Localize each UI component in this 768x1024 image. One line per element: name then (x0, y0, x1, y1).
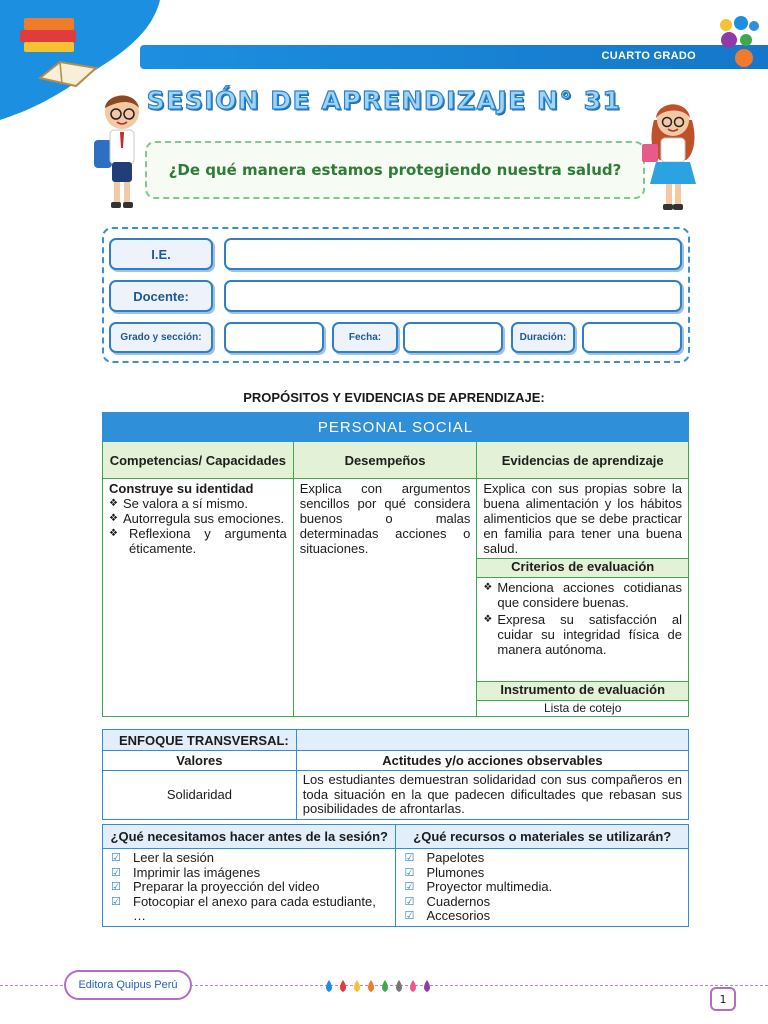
enfoque-table (102, 729, 689, 820)
instrumento-value: Lista de cotejo (477, 701, 689, 717)
recurso-item: ☑ Cuadernos (404, 895, 680, 910)
recursos-cell (396, 849, 689, 927)
recurso-item: ☑ Plumones (404, 866, 680, 881)
capacidad-item: ❖ Se valora a sí mismo. (109, 496, 287, 511)
session-info-form (102, 227, 690, 363)
enfoque-value (296, 730, 688, 751)
enfoque-label: ENFOQUE TRANSVERSAL: (103, 730, 297, 751)
recurso-item: ☑ Proyector multimedia. (404, 880, 680, 895)
grade-banner (140, 45, 768, 69)
fecha-label: Fecha: (332, 322, 398, 353)
docente-field[interactable] (224, 280, 682, 312)
desempeno-cell: Explica con argumentos sencillos por qué considera buenos o malas determinadas acciones o situaciones. (293, 479, 477, 717)
ie-label: I.E. (109, 238, 213, 270)
antes-cell (103, 849, 396, 927)
recursos-list (396, 849, 688, 926)
recurso-item: ☑ Accesorios (404, 909, 680, 924)
antes-item: ☑ Leer la sesión (111, 851, 387, 866)
desempenos-header: Desempeños (293, 442, 477, 479)
boy-student-icon (90, 88, 152, 214)
criterio-item: ❖ Expresa su satisfacción al cuidar su integridad física de manera autónoma. (483, 612, 682, 657)
girl-student-icon (640, 94, 706, 216)
antes-item: ☑ Imprimir las imágenes (111, 866, 387, 881)
antes-header: ¿Qué necesitamos hacer antes de la sesión? (103, 825, 396, 849)
evidencia-cell: Explica con sus propias sobre la buena alimentación y los hábitos alimenticios que se debe practicar en familia para tener una buena salud. (477, 479, 689, 559)
capacidad-item: ❖ Reflexiona y argumenta éticamente. (109, 526, 287, 556)
valor-cell: Solidaridad (103, 771, 297, 820)
recurso-item: ☑ Papelotes (404, 851, 680, 866)
page-number: 1 (710, 987, 736, 1011)
footer-drops-icon (323, 978, 443, 994)
antes-list (103, 849, 395, 926)
competencias-header: Competencias/ Capacidades (103, 442, 294, 479)
guiding-question: ¿De qué manera estamos protegiendo nuestra salud? (168, 161, 622, 179)
ie-field[interactable] (224, 238, 682, 270)
competencia-name: Construye su identidad (109, 481, 254, 496)
section-title: PROPÓSITOS Y EVIDENCIAS DE APRENDIZAJE: (243, 390, 545, 405)
valores-header: Valores (103, 751, 297, 771)
grado-field[interactable] (224, 322, 324, 353)
actitudes-header: Actitudes y/o acciones observables (296, 751, 688, 771)
actitud-cell: Los estudiantes demuestran solidaridad con sus compañeros en toda situación en la que padecen dificultades que rebasan sus posibilidades de afrontarlas. (296, 771, 688, 820)
grade-label: CUARTO GRADO (601, 50, 696, 62)
preparation-table (102, 824, 689, 927)
capacidades-list (109, 496, 287, 526)
fecha-field[interactable] (403, 322, 503, 353)
duracion-label: Duración: (511, 322, 575, 353)
competencias-cell (103, 479, 294, 717)
purposes-table (102, 412, 689, 717)
criterios-list (483, 580, 682, 657)
criterio-item: ❖ Menciona acciones cotidianas que considere buenas. (483, 580, 682, 610)
colored-dots-icon (716, 16, 760, 68)
session-title: SESIÓN DE APRENDIZAJE N° 31 (146, 86, 622, 115)
recursos-header: ¿Qué recursos o materiales se utilizarán? (396, 825, 689, 849)
capacidad-item: ❖ Autorregula sus emociones. (109, 511, 287, 526)
publisher-name: Editora Quipus Perú (78, 979, 178, 991)
criterios-header: Criterios de evaluación (477, 559, 689, 578)
guiding-question-box (145, 141, 645, 199)
evidencias-header: Evidencias de aprendizaje (477, 442, 689, 479)
instrumento-header: Instrumento de evaluación (477, 682, 689, 701)
antes-item: ☑ Preparar la proyección del video (111, 880, 387, 895)
publisher-badge (64, 970, 192, 1000)
area-header: PERSONAL SOCIAL (103, 413, 689, 442)
docente-label: Docente: (109, 280, 213, 312)
antes-item: ☑ Fotocopiar el anexo para cada estudiante, … (111, 895, 387, 924)
criterios-cell (477, 578, 689, 682)
duracion-field[interactable] (582, 322, 682, 353)
capacidades-list-extra (109, 526, 287, 556)
grado-label: Grado y sección: (109, 322, 213, 353)
